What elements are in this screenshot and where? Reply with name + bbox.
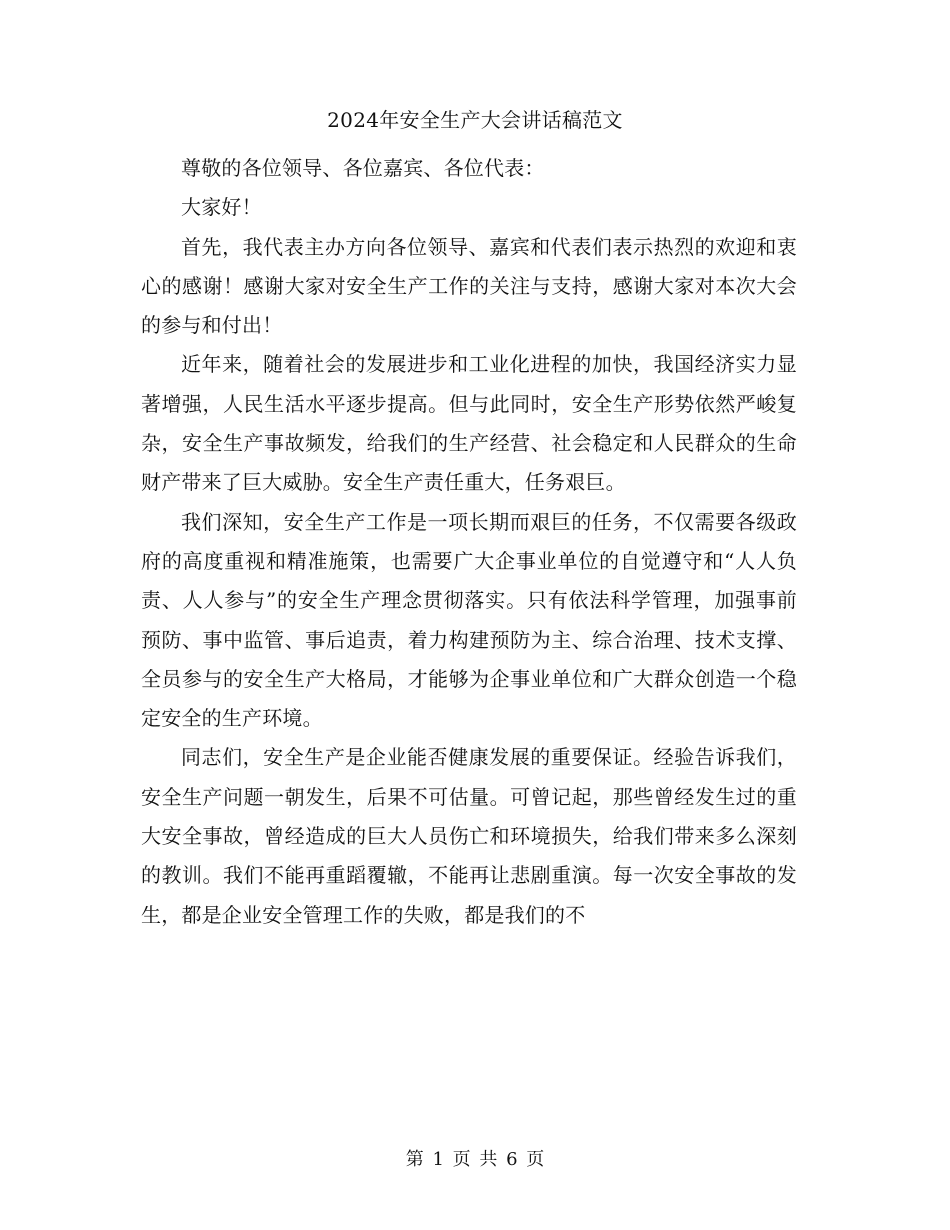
body-paragraph: 近年来，随着社会的发展进步和工业化进程的加快，我国经济实力显著增强，人民生活水平逐步提高。但与此同时，安全生产形势依然严峻复杂，安全生产事故频发，给我们的生产经营、社会稳定和人民群众的生命财产带来了巨大威胁。安全生产责任重大，任务艰巨。 bbox=[141, 352, 797, 495]
body-paragraph: 首先，我代表主办方向各位领导、嘉宾和代表们表示热烈的欢迎和衷心的感谢！感谢大家对安全生产工作的关注与支持，感谢大家对本次大会的参与和付出！ bbox=[141, 234, 797, 338]
document-body bbox=[141, 149, 797, 935]
greeting-paragraph: 大家好！ bbox=[181, 195, 262, 220]
body-paragraph: 我们深知，安全生产工作是一项长期而艰巨的任务，不仅需要各级政府的高度重视和精准施策，也需要广大企事业单位的自觉遵守和“人人负责、人人参与”的安全生产理念贯彻落实。只有依法科学管理，加强事前预防、事中监管、事后追责，着力构建预防为主、综合治理、技术支撑、全员参与的安全生产大格局，才能够为企事业单位和广大群众创造一个稳定安全的生产环境。 bbox=[141, 509, 797, 731]
body-paragraph: 同志们，安全生产是企业能否健康发展的重要保证。经验告诉我们，安全生产问题一朝发生，后果不可估量。可曾记起，那些曾经发生过的重大安全事故，曾经造成的巨大人员伤亡和环境损失，给我们带来多么深刻的教训。我们不能再重蹈覆辙，不能再让悲剧重演。每一次安全事故的发生，都是企业安全管理工作的失败，都是我们的不 bbox=[141, 745, 797, 927]
salutation-paragraph: 尊敬的各位领导、各位嘉宾、各位代表： bbox=[181, 156, 545, 180]
document-title: 2024年安全生产大会讲话稿范文 bbox=[327, 108, 623, 132]
page-number-footer: 第 1 页 共 6 页 bbox=[405, 1149, 545, 1170]
